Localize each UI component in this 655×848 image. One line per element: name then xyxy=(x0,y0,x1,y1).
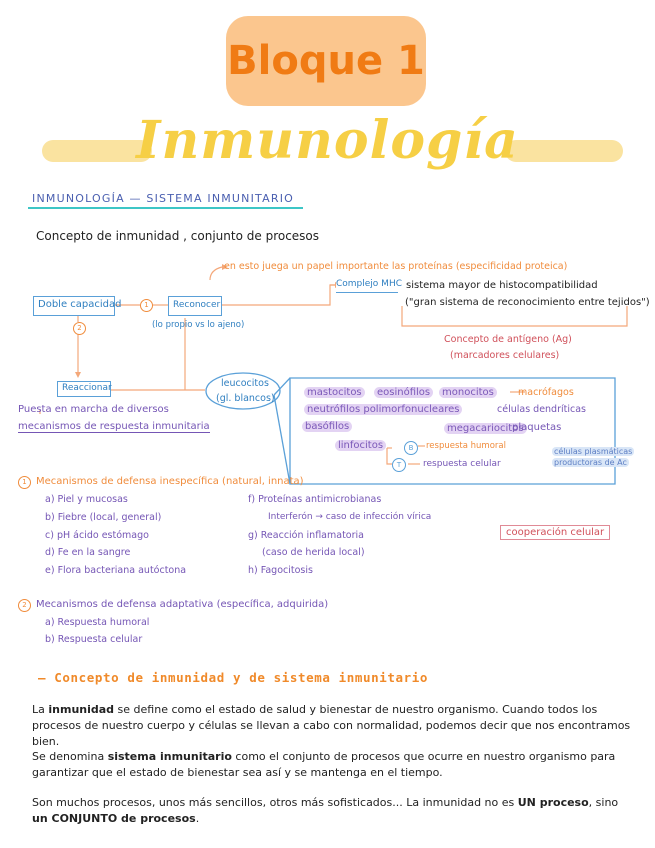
step-number-1: 1 xyxy=(140,299,153,312)
doble-capacidad-box xyxy=(33,296,122,316)
complejo-mhc-label: Complejo MHC xyxy=(336,279,402,289)
step-number-2: 2 xyxy=(73,322,86,335)
cell-monocitos: monocitos xyxy=(439,387,497,398)
mechanism-number-1: 1 xyxy=(18,476,31,489)
nonspecific-item: e) Flora bacteriana autóctona xyxy=(45,565,187,576)
nonspecific-item-right: Interferón → caso de infección vírica xyxy=(268,512,432,522)
adaptive-item: a) Respuesta humoral xyxy=(45,617,150,628)
antigen-subtitle: (marcadores celulares) xyxy=(450,350,560,361)
p2-text: Se denomina xyxy=(32,750,108,763)
respuesta-celular: respuesta celular xyxy=(423,459,501,469)
nonspecific-item: b) Fiebre (local, general) xyxy=(45,512,162,523)
mhc-definition: sistema mayor de histocompatibilidad xyxy=(406,280,598,291)
p2-bold: sistema inmunitario xyxy=(107,750,232,763)
nonspecific-item-right: g) Reacción inflamatoria xyxy=(248,530,364,541)
respuesta-humoral: respuesta humoral xyxy=(426,441,506,451)
p3-text: Son muchos procesos, unos más sencillos, otros más sofisticados... La inmunidad no es xyxy=(32,796,518,809)
cell-macrofagos: macrófagos xyxy=(518,387,574,398)
t-cell-badge: T xyxy=(392,458,406,472)
antigen-title: Concepto de antígeno (Ag) xyxy=(444,334,572,345)
cell-dendriticas: células dendríticas xyxy=(497,404,586,415)
mhc-quote: ("gran sistema de reconocimiento entre tejidos") xyxy=(405,297,650,308)
complejo-mhc-box xyxy=(336,278,402,293)
adaptive-title: Mecanismos de defensa adaptativa (específica, adquirida) xyxy=(36,599,329,610)
nonspecific-title: Mecanismos de defensa inespecífica (natural, innata) xyxy=(36,476,304,487)
proteins-note: en esto juega un papel importante las proteínas (especificidad proteica) xyxy=(224,261,568,272)
concept-heading: — Concepto de inmunidad y de sistema inmunitario xyxy=(38,670,429,685)
reaccionar-note-line1: Puesta en marcha de diversos xyxy=(18,404,169,415)
reaccionar-label: Reaccionar xyxy=(62,383,112,393)
reaccionar-box xyxy=(57,381,111,397)
b-cell-badge: B xyxy=(404,441,418,455)
nonspecific-item-right: h) Fagocitosis xyxy=(248,565,313,576)
cell-neutrofilos: neutrófilos polimorfonucleares xyxy=(304,404,462,415)
cell-linfocitos: linfocitos xyxy=(335,440,386,451)
main-title: Inmunología xyxy=(136,110,519,171)
leucocitos-label: leucocitos xyxy=(221,378,269,389)
paragraph-3 xyxy=(32,795,632,827)
block-title: Bloque 1 xyxy=(226,16,426,106)
paragraph-1 xyxy=(32,702,632,750)
cell-megacariocitos: megacariocitos xyxy=(444,423,527,434)
cell-basofilos: basófilos xyxy=(302,421,352,432)
nonspecific-item: c) pH ácido estómago xyxy=(45,530,149,541)
reconocer-label: Reconocer xyxy=(173,300,221,310)
p3-bold: un CONJUNTO de procesos xyxy=(32,812,196,825)
nonspecific-item: a) Piel y mucosas xyxy=(45,494,128,505)
mechanism-number-2: 2 xyxy=(18,599,31,612)
plasmaticas-line1: células plasmáticas xyxy=(554,447,633,456)
p1-text: La xyxy=(32,703,49,716)
doble-capacidad-label: Doble capacidad xyxy=(38,299,122,310)
reconocer-note: (lo propio vs lo ajeno) xyxy=(152,320,245,330)
nonspecific-item-right: (caso de herida local) xyxy=(262,547,365,558)
cell-eosinofilos: eosinófilos xyxy=(374,387,433,398)
section-title: INMUNOLOGÍA — SISTEMA INMUNITARIO xyxy=(32,192,294,205)
p3-text: , sino xyxy=(588,796,619,809)
adaptive-item: b) Respuesta celular xyxy=(45,634,143,645)
cooperacion-celular: cooperación celular xyxy=(500,525,610,540)
nonspecific-item-right: f) Proteínas antimicrobianas xyxy=(248,494,382,505)
nonspecific-item: d) Fe en la sangre xyxy=(45,547,131,558)
p1-text: se define como el estado de salud y bienestar de nuestro organismo. Cuando todos los procesos de nuestro cuerpo y células se llevan a cabo con normalidad, podemos decir que nos encontramos bien. xyxy=(32,703,631,748)
p2-text: como el conjunto de procesos que ocurre en nuestro organismo para garantizar que el estado de bienestar sea así y se mantenga en el tiempo. xyxy=(32,750,616,779)
leucocitos-sublabel: (gl. blancos) xyxy=(216,393,275,404)
paragraph-2 xyxy=(32,749,632,781)
plasmaticas-line2: productoras de Ac xyxy=(554,458,627,467)
concept-line: Concepto de inmunidad , conjunto de procesos xyxy=(36,229,320,243)
cell-plaquetas: plaquetas xyxy=(512,422,562,433)
reaccionar-note-line2: mecanismos de respuesta inmunitaria xyxy=(18,421,210,432)
reconocer-box xyxy=(168,296,222,316)
p1-bold: inmunidad xyxy=(48,703,115,716)
cell-mastocitos: mastocitos xyxy=(304,387,365,398)
p3-bold: UN proceso xyxy=(517,796,589,809)
p3-text: . xyxy=(195,812,200,825)
